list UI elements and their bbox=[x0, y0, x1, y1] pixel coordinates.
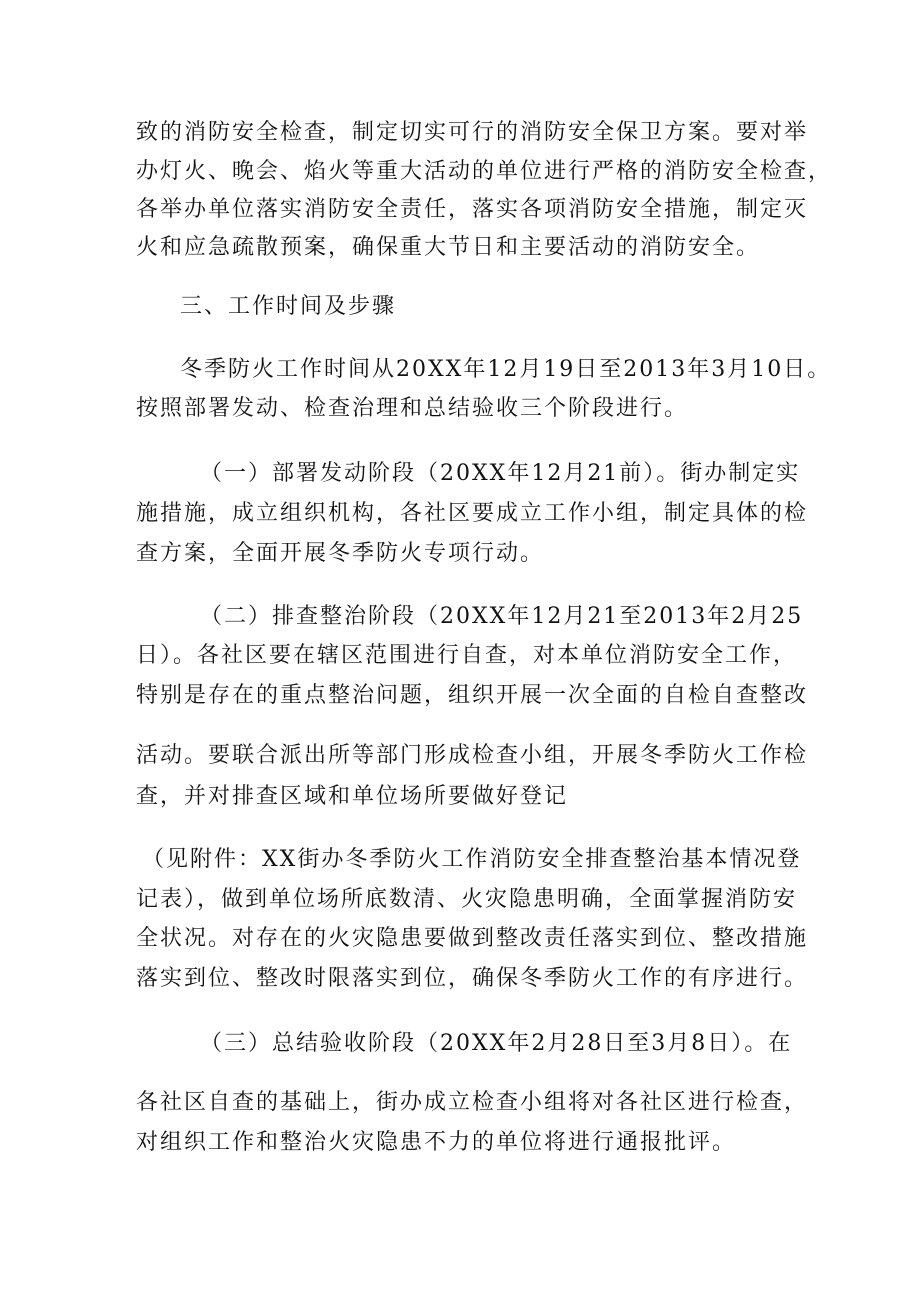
text-line: 冬季防火工作时间从20XX年12月19日至2013年3月10日。 bbox=[180, 357, 832, 382]
text-line: 查方案，全面开展冬季防火专项行动。 bbox=[136, 541, 545, 566]
text-line: 施措施，成立组织机构，各社区要成立工作小组，制定具体的检 bbox=[136, 501, 809, 526]
text-line: 致的消防安全检查，制定切实可行的消防安全保卫方案。要对举 bbox=[136, 120, 809, 145]
section-heading: 三、工作时间及步骤 bbox=[180, 294, 397, 319]
text-line: 办灯火、晚会、焰火等重大活动的单位进行严格的消防安全检查， bbox=[136, 159, 833, 184]
text-line: 火和应急疏散预案，确保重大节日和主要活动的消防安全。 bbox=[136, 235, 761, 260]
text-line: 日）。各社区要在辖区范围进行自查，对本单位消防安全工作， bbox=[136, 643, 798, 668]
text-line: 记表），做到单位场所底数清、火灾隐患明确，全面掌握消防安 bbox=[136, 887, 798, 912]
text-line: （二）排查整治阶段（20XX年12月21至2013年2月25 bbox=[200, 604, 804, 629]
text-line: 按照部署发动、检查治理和总结验收三个阶段进行。 bbox=[136, 396, 689, 421]
text-line: 落实到位、整改时限落实到位，确保冬季防火工作的有序进行。 bbox=[136, 966, 809, 991]
text-line: 查，并对排查区域和单位场所要做好登记 bbox=[136, 784, 569, 809]
text-line: 活动。要联合派出所等部门形成检查小组，开展冬季防火工作检 bbox=[136, 743, 809, 768]
text-line: 各社区自查的基础上，街办成立检查小组将对各社区进行检查， bbox=[136, 1090, 809, 1115]
text-line: （三）总结验收阶段（20XX年2月28日至3月8日）。在 bbox=[200, 1031, 793, 1056]
text-line: （一）部署发动阶段（20XX年12月21前）。街办制定实 bbox=[200, 461, 801, 486]
text-line: 各举办单位落实消防安全责任，落实各项消防安全措施，制定灭 bbox=[136, 197, 809, 222]
text-line: （见附件：XX街办冬季防火工作消防安全排查整治基本情况登 bbox=[142, 847, 802, 872]
text-line: 对组织工作和整治火灾隐患不力的单位将进行通报批评。 bbox=[136, 1130, 737, 1155]
text-line: 全状况。对存在的火灾隐患要做到整改责任落实到位、整改措施 bbox=[136, 926, 809, 951]
text-line: 特别是存在的重点整治问题，组织开展一次全面的自检自查整改 bbox=[136, 683, 809, 708]
